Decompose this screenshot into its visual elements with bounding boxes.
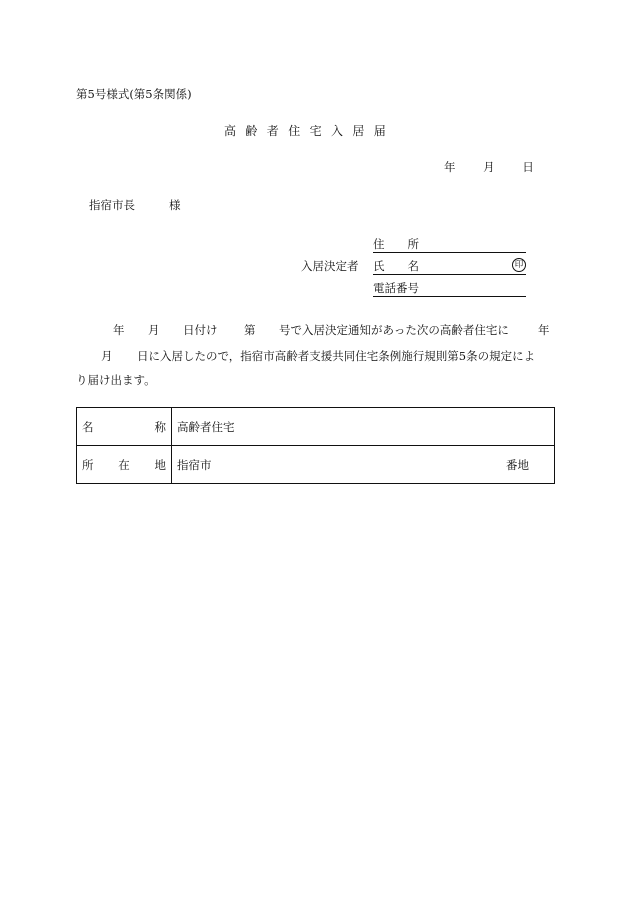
body-line-2-text: 日に入居したので，指宿市高齢者支援共同住宅条例施行規則第5条の規定によ [137, 349, 536, 363]
body-line-3: り届け出ます。 [76, 373, 156, 387]
name-field[interactable] [373, 258, 526, 275]
date-month-unit: 月 [483, 160, 495, 174]
location-value: 指宿市 [177, 457, 212, 472]
addressee [89, 197, 181, 213]
body-month: 月 [148, 323, 160, 337]
phone-label: 電話番号 [373, 281, 419, 295]
address-label: 住 所 [373, 237, 419, 251]
table-label-char: 称 [154, 419, 166, 434]
form-number: 第5号様式(第5条関係) [76, 87, 192, 101]
date-day-unit: 日 [522, 160, 534, 174]
body-line-1 [76, 322, 555, 338]
value-cell-location[interactable] [172, 446, 555, 484]
table-row [77, 408, 555, 446]
document-title: 高齢者住宅入居届 [224, 124, 396, 138]
body-number-prefix: 第 [244, 323, 256, 337]
address-field[interactable] [373, 236, 526, 253]
label-cell-name [77, 408, 172, 446]
body-dated: 日付け [183, 323, 218, 337]
date-line [444, 159, 534, 175]
date-year-unit: 年 [444, 160, 456, 174]
addressee-name: 指宿市長 [89, 198, 135, 212]
body-year-2: 年 [538, 323, 550, 337]
location-suffix: 番地 [506, 457, 529, 472]
table-label-char: 所 [82, 457, 94, 472]
table-label-char: 在 [118, 457, 130, 472]
addressee-honorific: 様 [169, 198, 181, 212]
applicant-role-label: 入居決定者 [301, 259, 359, 273]
seal-icon: 印 [512, 258, 526, 272]
body-year: 年 [113, 323, 125, 337]
label-cell-location [77, 446, 172, 484]
phone-field[interactable] [373, 280, 526, 297]
body-number-text: 号で入居決定通知があった次の高齢者住宅に [279, 323, 509, 337]
value-cell-name[interactable] [172, 408, 555, 446]
table-label-char: 地 [154, 457, 166, 472]
table-row [77, 446, 555, 484]
body-line-2 [76, 348, 555, 364]
residence-info-table [76, 407, 555, 484]
table-label-char: 名 [82, 419, 94, 434]
name-label: 氏 名 [373, 259, 419, 273]
residence-name-value: 高齢者住宅 [177, 419, 235, 434]
body-month-2: 月 [101, 349, 113, 363]
